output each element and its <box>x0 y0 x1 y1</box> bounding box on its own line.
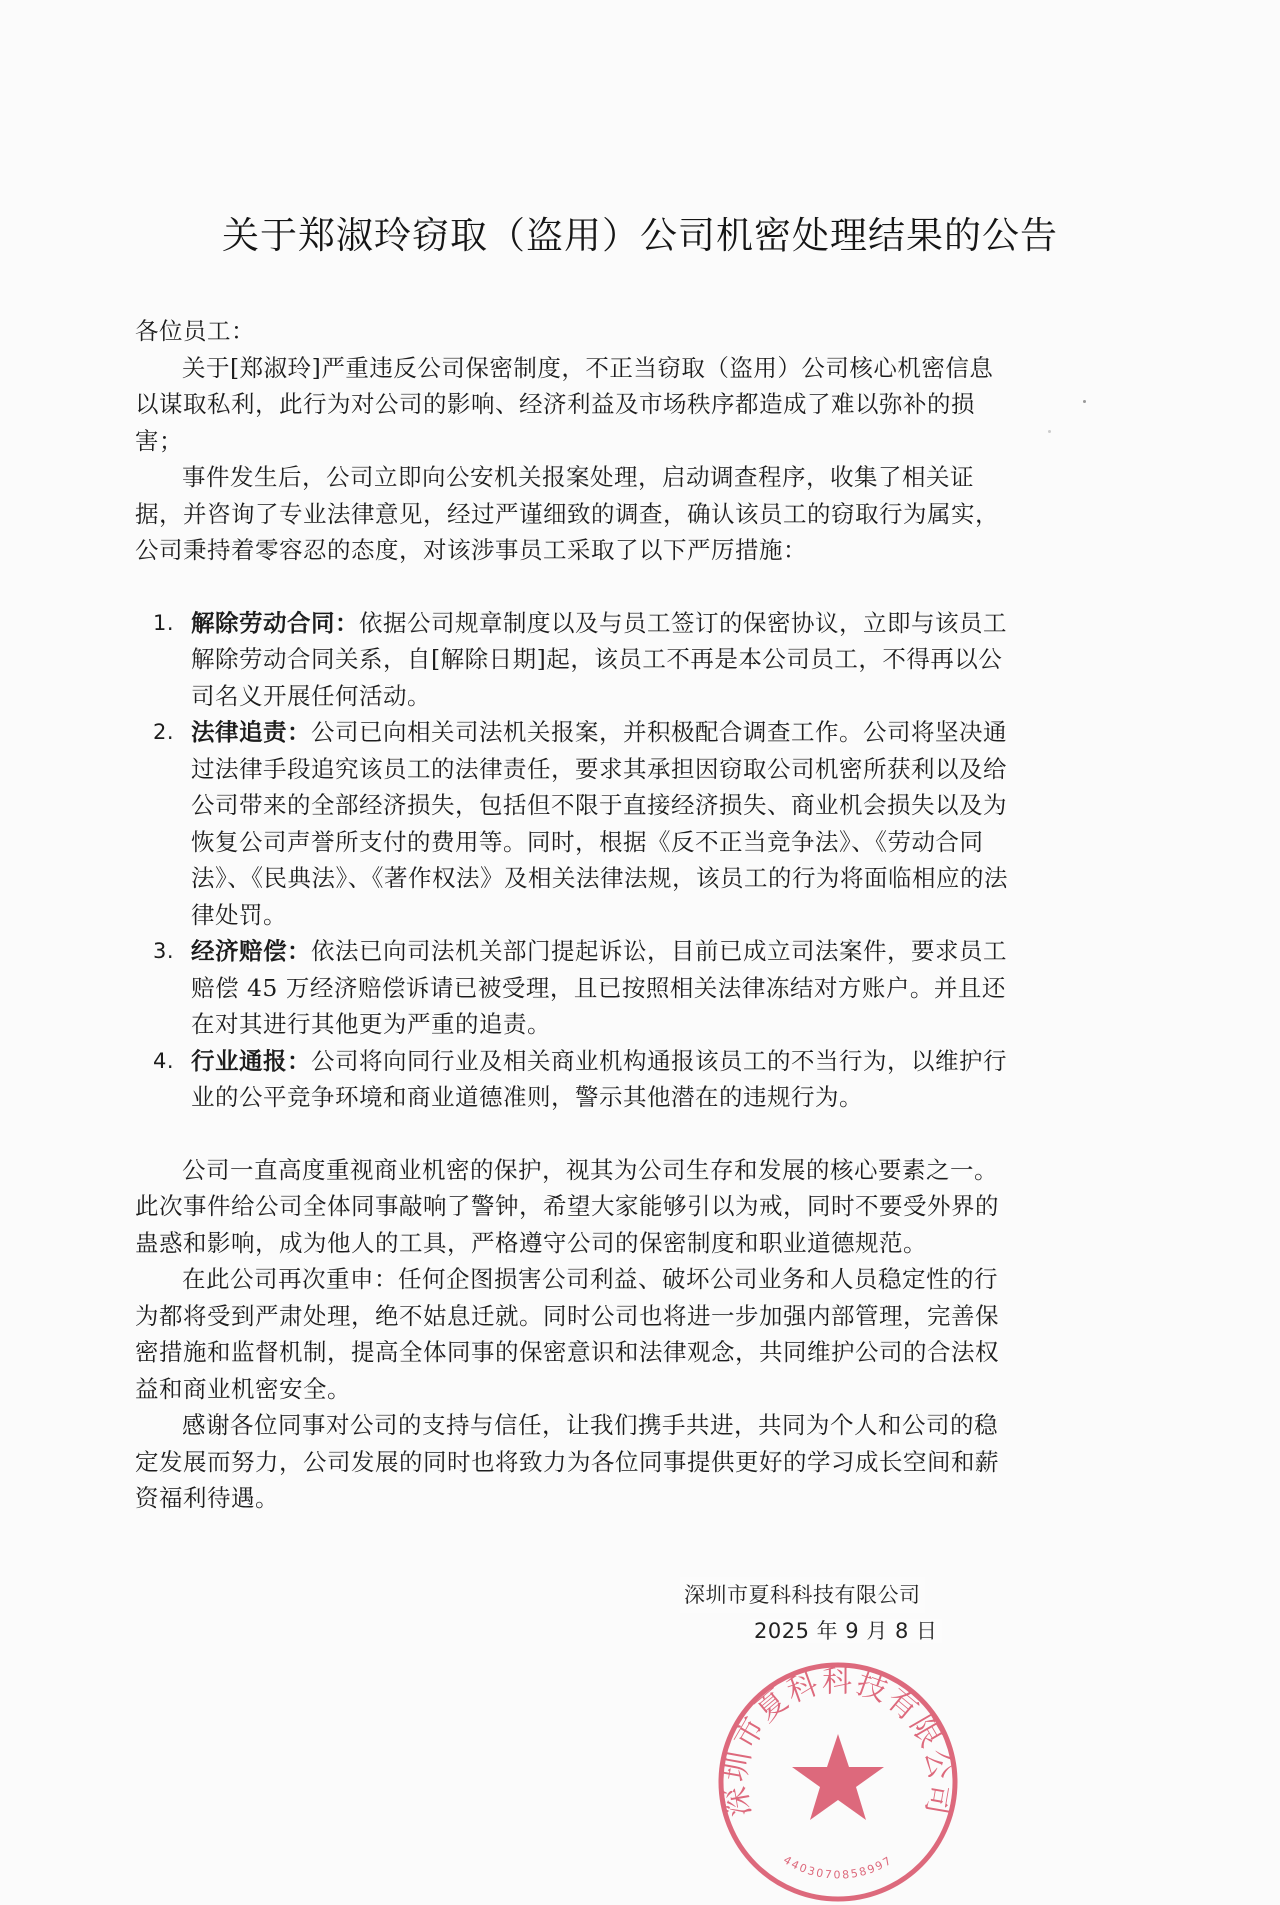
investigation-paragraph: 事件发生后，公司立即向公安机关报案处理，启动调查程序，收集了相关证据，并咨询了专业法律意见，经过严谨细致的调查，确认该员工的窃取行为属实，公司秉持着零容忍的态度，对该涉事员工采取了以下严厉措施： <box>135 463 999 564</box>
company-seal-stamp <box>715 1659 961 1905</box>
document-body <box>135 313 1013 1882</box>
stamp-star <box>792 1734 884 1820</box>
measure-text: 公司将向同行业及相关商业机构通报该员工的不当行为，以维护行业的公平竞争环境和商业道德准则，警示其他潜在的违规行为。 <box>191 1046 1007 1111</box>
measure-item <box>135 1043 1013 1116</box>
intro-paragraph: 关于[郑淑玲]严重违反公司保密制度，不正当窃取（盗用）公司核心机密信息以谋取私利，此行为对公司的影响、经济利益及市场秩序都造成了难以弥补的损害； <box>135 353 994 455</box>
measure-item <box>135 605 1013 715</box>
measure-heading: 解除劳动合同： <box>191 608 359 637</box>
stamp-serial-text <box>781 1853 895 1881</box>
measure-text: 依据公司规章制度以及与员工签订的保密协议，立即与该员工解除劳动合同关系，自[解除日期]起，该员工不再是本公司员工，不得再以公司名义开展任何活动。 <box>191 608 1007 710</box>
scan-speck <box>1083 400 1086 403</box>
signature-block <box>680 1577 1010 1649</box>
document-title: 关于郑淑玲窃取（盗用）公司机密处理结果的公告 <box>222 214 1058 257</box>
measure-item <box>135 714 1013 933</box>
measure-heading: 法律追责： <box>191 718 311 746</box>
stamp-serial-textpath: 4403070858997 <box>781 1852 895 1882</box>
measure-heading: 经济赔偿： <box>191 937 311 965</box>
reaffirm-paragraph: 在此公司再次重申：任何企图损害公司利益、破坏公司业务和人员稳定性的行为都将受到严肃处理，绝不姑息迁就。同时公司也将进一步加强内部管理，完善保密措施和监督机制，提高全体同事的保密意识和法律观念，共同维护公司的合法权益和商业机密安全。 <box>135 1265 999 1403</box>
scan-speck <box>1048 430 1051 433</box>
thanks-paragraph: 感谢各位同事对公司的支持与信任，让我们携手共进，共同为个人和公司的稳定发展而努力，公司发展的同时也将致力为各位同事提供更好的学习成长空间和薪资福利待遇。 <box>135 1411 999 1512</box>
greeting: 各位员工： <box>135 317 255 345</box>
measures-list <box>135 605 1013 1116</box>
measure-heading: 行业通报： <box>191 1046 311 1075</box>
measure-number: 2. <box>153 720 175 744</box>
signature-company: 深圳市夏科科技有限公司 <box>680 1577 925 1613</box>
measure-number: 4. <box>153 1048 175 1073</box>
closing-block <box>135 1577 1013 1882</box>
signature-date: 2025 年 9 月 8 日 <box>750 1619 942 1643</box>
measure-number: 1. <box>153 610 175 635</box>
importance-paragraph: 公司一直高度重视商业机密的保护，视其为公司生存和发展的核心要素之一。此次事件给公司全体同事敲响了警钟，希望大家能够引以为戒，同时不要受外界的蛊惑和影响，成为他人的工具，严格遵守公司的保密制度和职业道德规范。 <box>135 1155 999 1257</box>
measure-item <box>135 933 1013 1043</box>
measure-text: 公司已向相关司法机关报案，并积极配合调查工作。公司将坚决通过法律手段追究该员工的法律责任，要求其承担因窃取公司机密所获利以及给公司带来的全部经济损失，包括但不限于直接经济损失、商业机会损失以及为恢复公司声誉所支付的费用等。同时，根据《反不正当竞争法》、《劳动合同法》、《民典法》、《著作权法》及相关法律法规，该员工的行为将面临相应的法律处罚。 <box>191 718 1008 929</box>
measure-number: 3. <box>153 939 175 963</box>
stamp-arc-textpath: 深圳市夏科科技有限公司 <box>718 1663 958 1819</box>
measure-text: 依法已向司法机关部门提起诉讼，目前已成立司法案件，要求员工赔偿 45 万经济赔偿诉请已被受理，且已按照相关法律冻结对方账户。并且还在对其进行其他更为严重的追责。 <box>191 937 1007 1038</box>
signature-date-line <box>680 1613 1010 1649</box>
